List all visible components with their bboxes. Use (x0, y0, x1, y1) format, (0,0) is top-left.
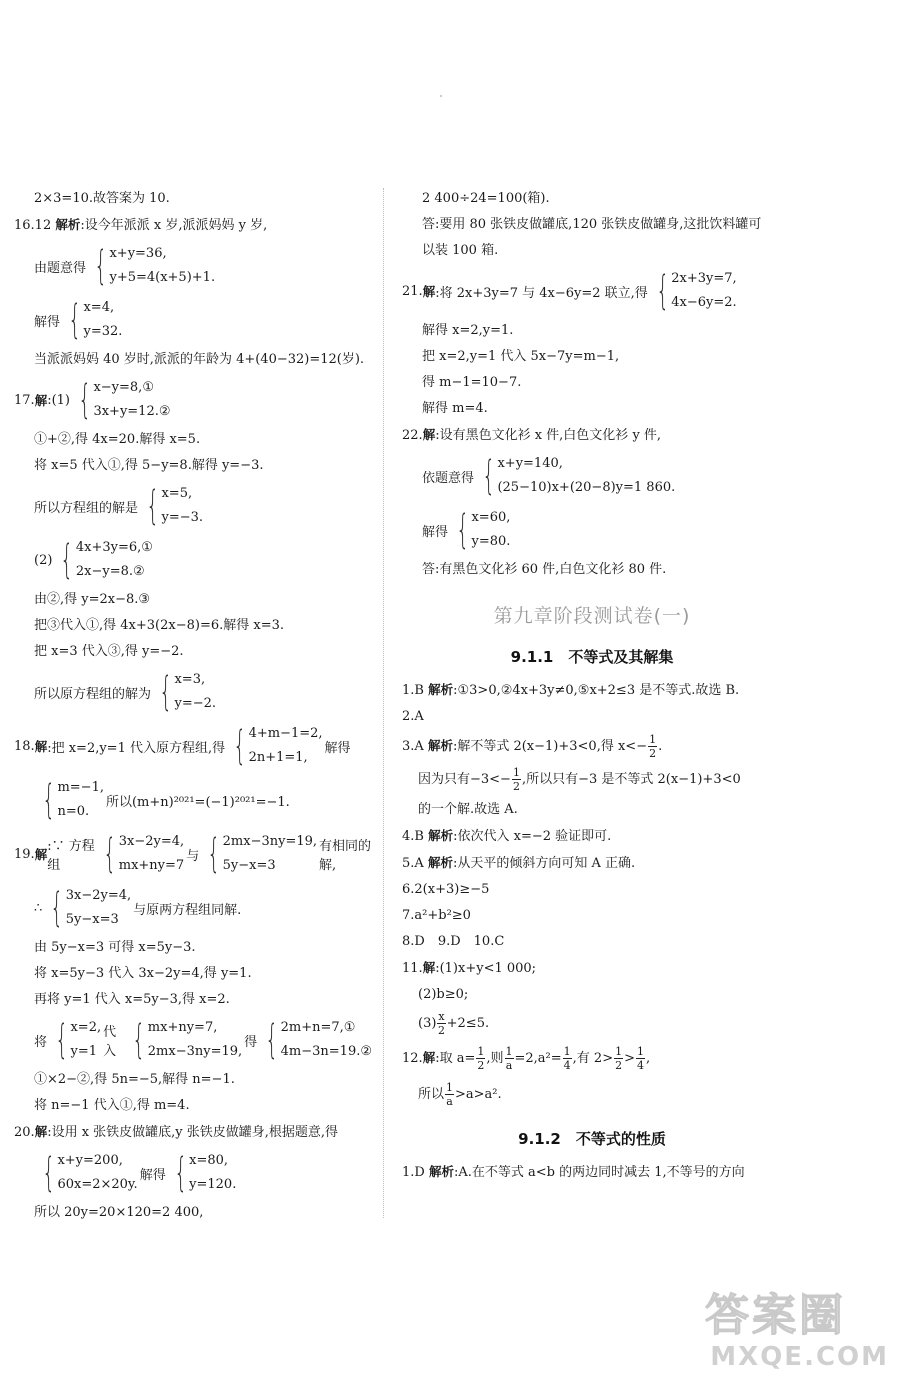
equation: 2n+1=1, (248, 750, 308, 765)
text-line: 解得 x=2,y=1. (422, 323, 514, 338)
section-title: 9.1.1 不等式及其解集 (510, 648, 674, 666)
solution-label: 解 (422, 1050, 436, 1065)
question-number: 11. (402, 961, 423, 976)
text-line: :设今年派派 x 岁,派派妈妈 y 岁, (80, 218, 268, 233)
text-line: :A.在不等式 a<b 的两边同时减去 1,不等号的方向 (453, 1165, 745, 1180)
equation: x=80, (189, 1153, 229, 1168)
equation: mx+ny=7, (147, 1020, 218, 1035)
equation: y=1 (70, 1044, 97, 1059)
equation: 3x−2y=4, (118, 834, 185, 849)
solution-line (14, 773, 374, 827)
fraction: $\frac{1}{4}$ (563, 1045, 571, 1072)
equation: x=4, (83, 300, 115, 315)
analysis-label: 解析 (428, 828, 454, 843)
item-5 (402, 850, 782, 877)
text-line: 解得 m=4. (422, 401, 488, 416)
solution-system: { x=80, y=120. (174, 1150, 237, 1196)
part-label: (3) (418, 1016, 437, 1031)
text-line: 以装 100 箱. (422, 243, 499, 258)
equation: x=3, (174, 672, 206, 687)
text-line: 2 400÷24=100(箱). (422, 191, 550, 206)
left-column (14, 186, 374, 1226)
equation: x=60, (471, 510, 511, 525)
equation-system: { x+y=200, 60x=2×20y. (42, 1150, 138, 1196)
equation: 4x−6y=2. (671, 295, 737, 310)
text-line: 所以(m+n)²⁰²¹=(−1)²⁰²¹=−1. (105, 794, 290, 810)
equation: y=80. (471, 534, 511, 549)
fraction: $\frac{1}{2}$ (649, 733, 657, 760)
part-label: (2) (34, 552, 53, 568)
text-line: 解得 (34, 314, 61, 330)
equation-system: { 3x−2y=4, mx+ny=7 (103, 831, 185, 877)
part-label: :(1) (47, 392, 70, 408)
text-line: :①3>0,②4x+3y≠0,⑤x+2≤3 是不等式.故选 B. (453, 683, 740, 698)
column-divider (383, 188, 384, 1218)
question-20 (14, 1119, 374, 1146)
text-line: 由 5y−x=3 可得 x=5y−3. (34, 940, 196, 955)
fraction: $\frac{1}{2}$ (615, 1045, 623, 1072)
question-number: 21. (402, 283, 423, 299)
section-title: 9.1.2 不等式的性质 (518, 1130, 666, 1148)
text-line: 把③代入①,得 4x+3(2x−8)=6.解得 x=3. (34, 618, 284, 633)
equation: 4x+3y=6,① (75, 540, 153, 555)
equation-system: { 2x+3y=7, 4x−6y=2. (656, 268, 737, 314)
fraction: $\frac{1}{a}$ (446, 1081, 454, 1108)
item-2: 2.A (402, 709, 424, 724)
equation-system: { x+y=36, y+5=4(x+5)+1. (94, 243, 216, 289)
equation: x=5, (161, 486, 193, 501)
equation-system: { 4+m−1=2, 2n+1=1, (233, 723, 323, 769)
equation-system-line (14, 1146, 374, 1200)
equation: n=0. (57, 804, 90, 819)
question-number: 1.D (402, 1165, 425, 1180)
equation: 3x+y=12.② (93, 404, 171, 419)
solution-label: 解 (34, 847, 48, 862)
equation: y=120. (189, 1177, 237, 1192)
equation: (25−10)x+(20−8)y=1 860. (497, 480, 676, 495)
text-line: 所以 $\frac{1}{a}$ >a>a². (418, 1081, 502, 1108)
text-line: 当派派妈妈 40 岁时,派派的年龄为 4+(40−32)=12(岁). (34, 352, 365, 367)
text-line: 答:要用 80 张铁皮做罐底,120 张铁皮做罐身,这批饮料罐可 (422, 217, 762, 232)
solution-line (402, 503, 782, 557)
equation: 5y−x=3 (65, 912, 119, 927)
text-line: :解不等式 2(x−1)+3<0,得 x<− (452, 739, 648, 754)
right-column (402, 186, 782, 1186)
item-1 (402, 1159, 782, 1186)
question-number: 5.A (402, 856, 424, 871)
text-line: :∵ 方程组 (47, 839, 95, 873)
item-3 (402, 730, 782, 763)
equation: mx+ny=7 (118, 858, 185, 873)
text-line: 解得 (324, 740, 351, 756)
text-line (402, 763, 782, 797)
equation: 2mx−3ny=19, (147, 1044, 243, 1059)
question-number: 20. (14, 1125, 35, 1140)
scan-speck (440, 95, 442, 97)
solution-label: 解 (34, 393, 48, 408)
equation-system: { mx+ny=7, 2mx−3ny=19, (132, 1017, 243, 1063)
text-line: :从天平的倾斜方向可知 A 正确. (452, 856, 636, 871)
text-line: 答:有黑色文化衫 60 件,白色文化衫 80 件. (422, 562, 667, 577)
equation: 2x+3y=7, (671, 271, 737, 286)
solution-system: { x=5, y=−3. (146, 483, 204, 529)
solution-system: { x=60, y=80. (456, 507, 511, 553)
text-line: (2)b≥0; (418, 987, 469, 1002)
equation-system-line (14, 239, 374, 293)
solution-system: { x=3, y=−2. (159, 669, 217, 715)
equation: x=2, (70, 1020, 102, 1035)
text-line: ①+②,得 4x=20.解得 x=5. (34, 432, 201, 447)
equation-system: { x−y=8,① 3x+y=12.② (78, 377, 171, 423)
equation: y=−2. (174, 696, 217, 711)
equation: 2mx−3ny=19, (222, 834, 318, 849)
analysis-label: 解析 (428, 1164, 454, 1179)
question-17 (14, 373, 374, 427)
text-line: 将 x=5y−3 代入 3x−2y=4,得 y=1. (34, 966, 252, 981)
item-8-10: 8.D 9.D 10.C (402, 934, 505, 949)
equation-system-line (402, 449, 782, 503)
fraction: $\frac{1}{a}$ (505, 1045, 513, 1072)
text-line: 解得 (139, 1167, 166, 1183)
equation: 4+m−1=2, (248, 726, 323, 741)
solution-label: 解 (422, 427, 436, 442)
text-line: 再将 y=1 代入 x=5y−3,得 x=2. (34, 992, 230, 1007)
equation-system: { 4x+3y=6,① 2x−y=8.② (60, 537, 153, 583)
text-line: 有相同的解, (319, 839, 372, 873)
solution-label: 解 (422, 284, 436, 299)
solution-line (14, 293, 374, 347)
text-line (402, 1008, 782, 1040)
text-line: ①×2−②,得 5n=−5,解得 n=−1. (34, 1072, 235, 1087)
text-line: ,所以只有−3 是不等式 2(x−1)+3<0 (521, 772, 741, 787)
equation: y+5=4(x+5)+1. (109, 270, 216, 285)
text-line: . (658, 739, 663, 754)
text-line: +2≤5. (446, 1016, 490, 1031)
question-number: 16.12 (14, 218, 52, 233)
equation-system: { x+y=140, (25−10)x+(20−8)y=1 860. (482, 453, 676, 499)
solution-line (14, 665, 374, 719)
text-line: 2×3=10.故答案为 10. (34, 191, 170, 206)
text-line: 由②,得 y=2x−8.③ (34, 592, 151, 607)
equation: 5y−x=3 (222, 858, 276, 873)
text-line: 依题意得 (422, 470, 475, 486)
question-number: 3.A (402, 739, 424, 754)
text-line: :(1)x+y<1 000; (435, 961, 537, 976)
text-line: 的一个解.故选 A. (418, 802, 518, 817)
item-12: 12.解:取 a= $\frac{1}{2}$ ,则 $\frac{1}{a}$ =2,a²= $\frac{1}{4}$ ,有 2> $\frac{1}{2}$ > $\frac{1}{4}$ , (402, 1045, 651, 1072)
fraction: $\frac{1}{4}$ (637, 1045, 644, 1072)
text-line: 所以方程组的解是 (34, 500, 139, 516)
text-line: :设有黑色文化衫 x 件,白色文化衫 y 件, (435, 428, 662, 443)
question-number: 1.B (402, 683, 424, 698)
analysis-label: 解析 (428, 682, 454, 697)
equation-system-line (14, 533, 374, 587)
equation-system-line (14, 1013, 374, 1067)
equation: x+y=200, (57, 1153, 123, 1168)
text-line: 所以 20y=20×120=2 400, (34, 1205, 204, 1220)
equation: y=−3. (161, 510, 204, 525)
watermark-domain: MXQE.COM (710, 1342, 889, 1372)
analysis-label: 解析 (55, 217, 81, 232)
solution-system: { m=−1, n=0. (42, 777, 104, 823)
equation: y=32. (83, 324, 123, 339)
question-number: 18. (14, 738, 35, 754)
solution-line (14, 479, 374, 533)
equation: x−y=8,① (93, 380, 154, 395)
text-line: 所以原方程组的解为 (34, 686, 152, 702)
text-line: 因为只有−3<− (418, 772, 511, 787)
equation-system: { 3x−2y=4, 5y−x=3 (50, 885, 132, 931)
fraction: $\frac{x}{2}$ (438, 1010, 446, 1037)
equation: 60x=2×20y. (57, 1177, 138, 1192)
equation-system-line (14, 881, 374, 935)
question-number: 4.B (402, 829, 424, 844)
solution-label: 解 (34, 1124, 48, 1139)
question-number: 17. (14, 392, 35, 408)
chapter-title: 第九章阶段测试卷(一) (493, 605, 691, 627)
equation: 2x−y=8.② (75, 564, 145, 579)
text-line: 将 x=5 代入①,得 5−y=8.解得 y=−3. (34, 458, 264, 473)
therefore-symbol: ∴ (34, 900, 43, 916)
equation: 2m+n=7,① (280, 1020, 356, 1035)
analysis-label: 解析 (427, 855, 453, 870)
question-22 (402, 422, 782, 449)
text-line: 得 m−1=10−7. (422, 375, 522, 390)
text-line: 由题意得 (34, 260, 87, 276)
text-line: 把 x=2,y=1 代入 5x−7y=m−1, (422, 349, 620, 364)
solution-label: 解 (34, 739, 48, 754)
equation: m=−1, (57, 780, 104, 795)
item-11 (402, 955, 782, 982)
question-18 (14, 719, 374, 773)
equation-system: { 2mx−3ny=19, 5y−x=3 (207, 831, 318, 877)
item-4 (402, 823, 782, 850)
text-line: :设用 x 张铁皮做罐底,y 张铁皮做罐身,根据题意,得 (47, 1125, 339, 1140)
text-line: 解得 (422, 524, 449, 540)
text-line: 把 x=3 代入③,得 y=−2. (34, 644, 184, 659)
watermark-logo (705, 1290, 895, 1385)
solution-system: { x=2, y=1 (55, 1017, 102, 1063)
question-21 (402, 264, 782, 318)
question-number: 12. (402, 1051, 423, 1066)
item-7: 7.a²+b²≥0 (402, 908, 471, 923)
analysis-label: 解析 (427, 738, 453, 753)
text-line: :依次代入 x=−2 验证即可. (453, 829, 612, 844)
fraction: $\frac{1}{2}$ (512, 766, 520, 793)
solution-label: 解 (422, 960, 436, 975)
question-16 (14, 212, 374, 239)
question-number: 19. (14, 846, 35, 862)
text-line: 与 (186, 848, 200, 864)
solution-system: { x=4, y=32. (68, 297, 123, 343)
equation: x+y=140, (497, 456, 563, 471)
text-line: 代入 (103, 1025, 117, 1059)
text-line: :把 x=2,y=1 代入原方程组,得 (47, 740, 226, 756)
item-6: 6.2(x+3)≥−5 (402, 882, 490, 897)
text-line: 将 n=−1 代入①,得 m=4. (34, 1098, 190, 1113)
text-line: 将 (34, 1034, 48, 1050)
text-line: :将 2x+3y=7 与 4x−6y=2 联立,得 (435, 285, 648, 301)
equation: 3x−2y=4, (65, 888, 132, 903)
question-19 (14, 827, 374, 881)
equation: x+y=36, (109, 246, 167, 261)
text-line: 得 (244, 1034, 258, 1050)
watermark-text: 答案圈 (705, 1290, 846, 1341)
fraction: $\frac{1}{2}$ (477, 1045, 485, 1072)
text-line: 与原两方程组同解. (133, 902, 242, 918)
equation-system: { 2m+n=7,① 4m−3n=19.② (265, 1017, 372, 1063)
item-1 (402, 677, 782, 704)
equation: 4m−3n=19.② (280, 1044, 372, 1059)
question-number: 22. (402, 428, 423, 443)
